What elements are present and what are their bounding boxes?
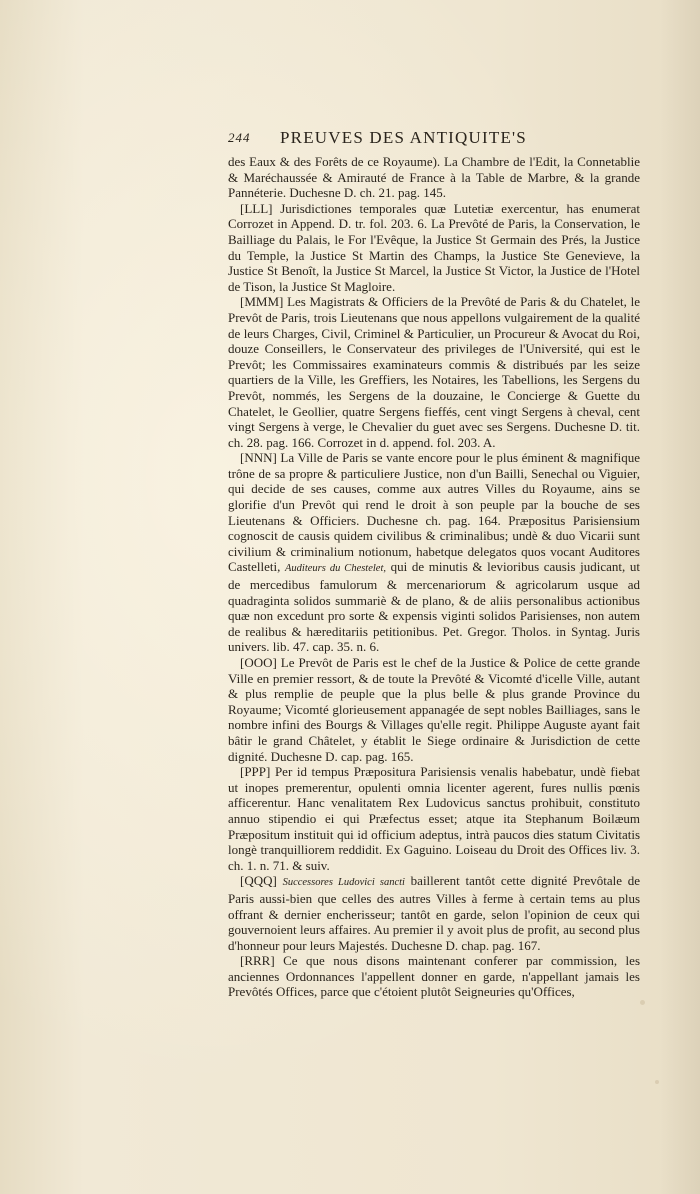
paragraph-text: baillerent tantôt cette dignité Prevôtale de Paris aussi-bien que celles des autres Villes à ferme à certain tems au plus offrant & dernier encherisseur; tantôt en garde, selon l'opinion de ceux qui gouvernoient leurs affaires. Au premier il y avoit plus de profit, au second plus d'honneur pour leurs Majestés. Duchesne D. chap. pag. 167. xyxy=(228,873,640,953)
page-text-block xyxy=(228,128,640,1000)
paragraph-italic-text: Auditeurs du Chestelet, xyxy=(284,563,387,575)
paragraph-continuation xyxy=(228,154,640,201)
paragraph-text: des Eaux & des Forêts de ce Royaume). La Chambre de l'Edit, la Connetablie & Maréchaussée & Amirauté de France à la Table de Marbre, & la grande Pannéterie. Duchesne D. ch. 21. pag. 145. xyxy=(228,154,640,201)
paragraph-text: La Ville de Paris se vante encore pour le plus éminent & magnifique trône de sa propre & particuliere Justice, non d'un Bailli, Senechal ou Viguier, qui decide de ses causes, comme aux autres Villes du Royaume, ains se glorifie d'un Prevôt qui rend le droit à son peuple par la bouche de ses Lieutenans & Officiers. Duchesne ch. pag. 164. Præpositus Parisiensium cognoscit de causis quidem civilibus & criminalibus; undè & duo Vicarii sunt civilium & criminalium notionum, habetque delegatos quos vocant Auditores Castelleti, xyxy=(228,450,640,575)
paragraph-mmm xyxy=(228,294,640,450)
page-shadow xyxy=(660,0,700,1194)
paragraph-text: Le Prevôt de Paris est le chef de la Justice & Police de cette grande Ville en premier ressort, & de toute la Prevôté & Vicomté d'icelle Ville, autant & plus remplie de peuple que la plus belle & plus grande Province du Royaume; Vicomté glorieusement appanagée de sept nobles Bailliages, sans le nombre infini des Bourgs & Villages qu'elle regit. Philippe Auguste ayant fait bâtir le grand Châtelet, y établit le Siege ordinaire & Jurisdiction de cette dignité. Duchesne D. cap. pag. 165. xyxy=(228,655,640,764)
paragraph-nnn xyxy=(228,450,640,655)
paragraph-qqq xyxy=(228,873,640,953)
paragraph-text: Per id tempus Præpositura Parisiensis venalis habebatur, undè fiebat ut inopes premerentur, opulenti omnia licenter agerent, fures nullis pœnis afficerentur. Hanc venalitatem Rex Ludovicus sanctus prohibuit, constituto annuo stipendio ei qui Præfectus esset; atque ita Stephanum Boilæum Præpositum instituit qui id officium adeptus, intrà paucos dies statum Civitatis longè tranquilliorem reddidit. Ex Gaguino. Loiseau du Droit des Offices liv. 3. ch. 1. n. 71. & suiv. xyxy=(228,764,641,873)
paragraph-rrr xyxy=(228,953,640,1000)
paragraph-marker: [NNN] xyxy=(240,450,277,466)
paragraph-italic-text: Successores Ludovici sancti xyxy=(282,877,405,889)
paragraph-text: Jurisdictiones temporales quæ Lutetiæ exercentur, has enumerat Corrozet in Append. D. tr. fol. 203. 6. La Prevôté de Paris, la Conservation, le Bailliage du Palais, le For l'Evêque, la Justice St Germain des Prés, la Justice du Temple, la Justice St Martin des Champs, la Justice Ste Genevieve, la Justice St Benoît, la Justice St Marcel, la Justice St Victor, la Justice de l'Hotel de Tison, la Justice St Magloire. xyxy=(228,200,641,294)
paragraph-lll xyxy=(228,201,640,295)
paragraph-marker: [OOO] xyxy=(240,655,277,670)
foxing-spot xyxy=(655,1080,659,1084)
page-number: 244 xyxy=(228,130,251,145)
paragraph-marker: [PPP] xyxy=(240,764,271,780)
paragraph-text: Ce que nous disons maintenant conferer par commission, les anciennes Ordonnances l'appellent donner en garde, n'appellant jamais les Prevôtés Offices, parce que c'étoient plutôt Seigneuries qu'Offices, xyxy=(228,953,641,1000)
paragraph-text: Les Magistrats & Officiers de la Prevôté de Paris & du Chatelet, le Prevôt de Paris, trois Lieutenans que nous appellons vulgairement de la qualité de leurs Charges, Civil, Criminel & Particulier, un Procureur & Avocat du Roi, douze Conseillers, le Conservateur des privileges de l'Université, qui est le Prevôt; les Commissaires examinateurs commis & distribués par les seize quartiers de la Ville, les Greffiers, les Notaires, les Tabellions, les Sergens du Prevôt, nommés, les Sergens de la douzaine, le Concierge & Guette du Chatelet, le Geollier, quatre Sergens fieffés, cent vingt Sergens à cheval, cent vingt Sergens à verge, le Chevalier du guet avec ses Sergens. Duchesne D. tit. ch. 28. pag. 166. Corrozet in d. append. fol. 203. A. xyxy=(228,294,641,450)
paragraph-marker: [LLL] xyxy=(240,200,273,216)
paragraph-marker: [MMM] xyxy=(240,294,284,310)
foxing-spot xyxy=(640,1000,645,1005)
paragraph-ooo xyxy=(228,655,640,764)
paragraph-ppp xyxy=(228,764,640,873)
running-head xyxy=(228,128,640,154)
paragraph-text-after: qui de minutis & levioribus causis judicant, ut de mercedibus famulorum & mercenariorum & agricolarum usque ad quadraginta solidos summariè & de plano, & de aliis personalibus actionibus quæ non excedunt pro sorte & expensis viginti solidos Parisienses, non autem de realibus & hæreditariis petitionibus. Pet. Gregor. Tholos. in Syntag. Juris univers. lib. 47. cap. 35. n. 6. xyxy=(228,559,640,655)
running-title: PREUVES DES ANTIQUITE'S xyxy=(280,128,527,147)
paragraph-marker: [RRR] xyxy=(240,953,275,969)
paragraph-marker: [QQQ] xyxy=(240,873,277,889)
